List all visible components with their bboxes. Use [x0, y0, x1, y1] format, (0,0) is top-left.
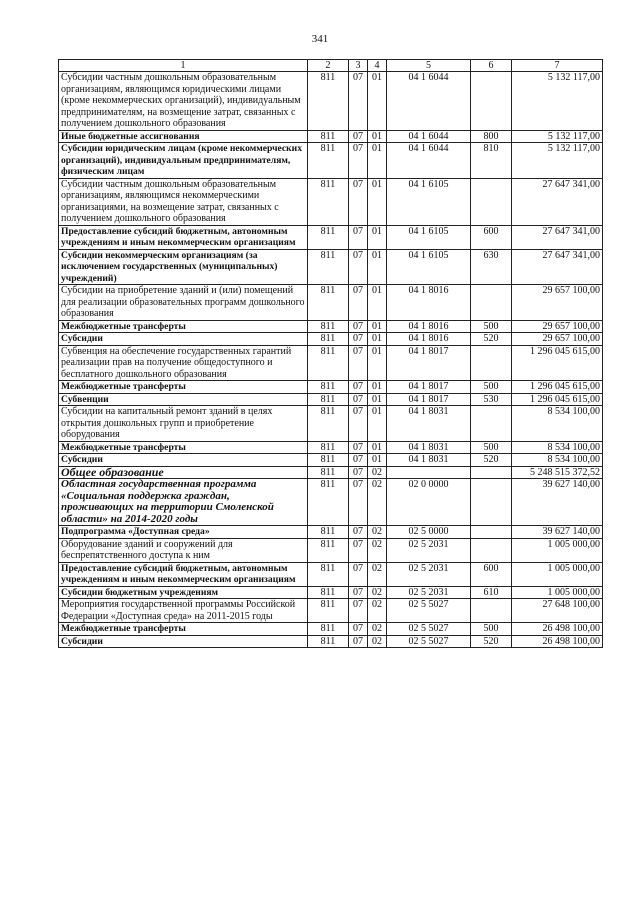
row-amount: 8 534 100,00: [512, 406, 603, 442]
row-ministry-code: 811: [308, 393, 349, 406]
row-expense-type: 600: [471, 225, 512, 249]
table-row: [59, 178, 603, 225]
header-row: [59, 60, 603, 72]
row-expense-type: 800: [471, 130, 512, 143]
row-ministry-code: 811: [308, 72, 349, 131]
table-row: [59, 635, 603, 648]
row-name: Предоставление субсидий бюджетным, автономным учреждениям и иным некоммерческим организациям: [59, 562, 308, 586]
row-section: 07: [349, 623, 368, 636]
row-expense-type: [471, 285, 512, 321]
header-col-4: 4: [368, 60, 387, 72]
page-number: 341: [311, 33, 329, 45]
row-ministry-code: 811: [308, 479, 349, 526]
row-name: Областная государственная программа «Социальная поддержка граждан, проживающих на территории Смоленской области» на 2014-2020 годы: [59, 479, 308, 526]
row-name: Субсидии частным дошкольным образовательным организациям, являющимся юридическими лицами (кроме некоммерческих организаций), индивидуальным предпринимателям, на возмещение затрат, связанных с получением дошкольного образования: [59, 72, 308, 131]
row-section: 07: [349, 393, 368, 406]
row-section: 07: [349, 526, 368, 539]
table-row: [59, 466, 603, 479]
row-target-article: 04 1 8017: [387, 381, 471, 394]
row-section: 07: [349, 143, 368, 179]
row-target-article: 02 5 2031: [387, 562, 471, 586]
row-section: 07: [349, 454, 368, 467]
row-ministry-code: 811: [308, 586, 349, 599]
row-ministry-code: 811: [308, 623, 349, 636]
row-name: Субсидии: [59, 454, 308, 467]
table-row: [59, 586, 603, 599]
row-expense-type: 530: [471, 393, 512, 406]
table-row: [59, 285, 603, 321]
row-amount: 8 534 100,00: [512, 441, 603, 454]
row-target-article: 02 0 0000: [387, 479, 471, 526]
table-row: [59, 72, 603, 131]
row-expense-type: [471, 599, 512, 623]
table-row: [59, 381, 603, 394]
row-amount: 8 534 100,00: [512, 454, 603, 467]
row-ministry-code: 811: [308, 381, 349, 394]
row-name: Субсидии бюджетным учреждениям: [59, 586, 308, 599]
row-section: 07: [349, 72, 368, 131]
row-expense-type: 600: [471, 562, 512, 586]
row-target-article: 04 1 8031: [387, 441, 471, 454]
table-row: [59, 320, 603, 333]
row-ministry-code: 811: [308, 526, 349, 539]
row-target-article: 04 1 6105: [387, 225, 471, 249]
table-row: [59, 538, 603, 562]
row-name: Общее образование: [59, 466, 308, 479]
row-expense-type: [471, 178, 512, 225]
table-row: [59, 345, 603, 381]
row-subsection: 01: [368, 285, 387, 321]
row-section: 07: [349, 466, 368, 479]
row-amount: 1 005 000,00: [512, 538, 603, 562]
table-row: [59, 249, 603, 285]
row-name: Субсидии юридическим лицам (кроме некоммерческих организаций), индивидуальным предпринимателям, физическим лицам: [59, 143, 308, 179]
row-ministry-code: 811: [308, 538, 349, 562]
row-subsection: 01: [368, 249, 387, 285]
row-target-article: 02 5 0000: [387, 526, 471, 539]
row-ministry-code: 811: [308, 130, 349, 143]
row-name: Субсидии частным дошкольным образовательным организациям, являющимся некоммерческими организациями, на возмещение затрат, связанных с получением дошкольного образования: [59, 178, 308, 225]
row-amount: 29 657 100,00: [512, 285, 603, 321]
row-ministry-code: 811: [308, 441, 349, 454]
row-name: Межбюджетные трансферты: [59, 441, 308, 454]
table-row: [59, 393, 603, 406]
row-amount: 26 498 100,00: [512, 623, 603, 636]
row-section: 07: [349, 562, 368, 586]
row-target-article: 04 1 8017: [387, 393, 471, 406]
table-row: [59, 333, 603, 346]
row-name: Межбюджетные трансферты: [59, 623, 308, 636]
row-subsection: 02: [368, 538, 387, 562]
row-amount: 27 647 341,00: [512, 178, 603, 225]
row-name: Субсидии: [59, 635, 308, 648]
header-col-5: 5: [387, 60, 471, 72]
row-subsection: 02: [368, 623, 387, 636]
row-amount: 27 648 100,00: [512, 599, 603, 623]
row-amount: 27 647 341,00: [512, 225, 603, 249]
row-expense-type: [471, 406, 512, 442]
row-section: 07: [349, 130, 368, 143]
row-ministry-code: 811: [308, 562, 349, 586]
table-row: [59, 406, 603, 442]
row-target-article: 04 1 8016: [387, 285, 471, 321]
row-name: Межбюджетные трансферты: [59, 320, 308, 333]
row-name: Субвенции: [59, 393, 308, 406]
row-name: Субсидии: [59, 333, 308, 346]
row-target-article: 04 1 6044: [387, 72, 471, 131]
row-target-article: 02 5 5027: [387, 635, 471, 648]
row-section: 07: [349, 479, 368, 526]
row-section: 07: [349, 586, 368, 599]
row-amount: 26 498 100,00: [512, 635, 603, 648]
row-ministry-code: 811: [308, 333, 349, 346]
header-col-6: 6: [471, 60, 512, 72]
row-name: Субсидии некоммерческим организациям (за исключением государственных (муниципальных) учреждений): [59, 249, 308, 285]
row-amount: 27 647 341,00: [512, 249, 603, 285]
row-amount: 5 248 515 372,52: [512, 466, 603, 479]
row-amount: 39 627 140,00: [512, 479, 603, 526]
row-subsection: 01: [368, 320, 387, 333]
row-amount: 5 132 117,00: [512, 143, 603, 179]
row-subsection: 01: [368, 72, 387, 131]
row-section: 07: [349, 538, 368, 562]
header-col-1: 1: [59, 60, 308, 72]
row-name: Субсидии на капитальный ремонт зданий в целях открытия дошкольных групп и приобретение оборудования: [59, 406, 308, 442]
row-ministry-code: 811: [308, 466, 349, 479]
row-expense-type: 520: [471, 635, 512, 648]
budget-table: [58, 59, 603, 648]
row-name: Предоставление субсидий бюджетным, автономным учреждениям и иным некоммерческим организациям: [59, 225, 308, 249]
row-ministry-code: 811: [308, 635, 349, 648]
header-col-7: 7: [512, 60, 603, 72]
row-subsection: 01: [368, 393, 387, 406]
row-subsection: 01: [368, 143, 387, 179]
table-row: [59, 130, 603, 143]
row-target-article: 04 1 8031: [387, 454, 471, 467]
row-target-article: 04 1 6044: [387, 143, 471, 179]
row-subsection: 02: [368, 466, 387, 479]
table-row: [59, 225, 603, 249]
row-subsection: 02: [368, 586, 387, 599]
row-target-article: 04 1 8017: [387, 345, 471, 381]
row-target-article: 04 1 6044: [387, 130, 471, 143]
row-amount: 29 657 100,00: [512, 320, 603, 333]
row-expense-type: 500: [471, 441, 512, 454]
row-expense-type: [471, 345, 512, 381]
row-expense-type: 520: [471, 454, 512, 467]
table-row: [59, 441, 603, 454]
row-expense-type: 500: [471, 320, 512, 333]
row-section: 07: [349, 225, 368, 249]
row-section: 07: [349, 320, 368, 333]
row-expense-type: 500: [471, 381, 512, 394]
row-ministry-code: 811: [308, 599, 349, 623]
row-amount: 5 132 117,00: [512, 72, 603, 131]
row-expense-type: 630: [471, 249, 512, 285]
row-expense-type: [471, 72, 512, 131]
row-expense-type: [471, 538, 512, 562]
row-section: 07: [349, 178, 368, 225]
table-row: [59, 562, 603, 586]
row-ministry-code: 811: [308, 178, 349, 225]
row-ministry-code: 811: [308, 406, 349, 442]
row-section: 07: [349, 381, 368, 394]
row-target-article: 02 5 5027: [387, 599, 471, 623]
header-col-3: 3: [349, 60, 368, 72]
row-amount: 1 005 000,00: [512, 562, 603, 586]
row-section: 07: [349, 599, 368, 623]
table-body: [59, 72, 603, 648]
row-target-article: 04 1 8016: [387, 333, 471, 346]
row-subsection: 01: [368, 130, 387, 143]
row-expense-type: [471, 526, 512, 539]
row-amount: 1 296 045 615,00: [512, 345, 603, 381]
row-section: 07: [349, 285, 368, 321]
row-subsection: 01: [368, 178, 387, 225]
row-expense-type: 810: [471, 143, 512, 179]
row-section: 07: [349, 406, 368, 442]
table-row: [59, 143, 603, 179]
table-row: [59, 623, 603, 636]
row-subsection: 01: [368, 441, 387, 454]
row-section: 07: [349, 635, 368, 648]
row-amount: 5 132 117,00: [512, 130, 603, 143]
row-target-article: 04 1 6105: [387, 178, 471, 225]
row-expense-type: [471, 479, 512, 526]
row-amount: 1 296 045 615,00: [512, 393, 603, 406]
row-section: 07: [349, 333, 368, 346]
row-ministry-code: 811: [308, 143, 349, 179]
row-section: 07: [349, 345, 368, 381]
row-target-article: 04 1 6105: [387, 249, 471, 285]
row-expense-type: 520: [471, 333, 512, 346]
row-amount: 29 657 100,00: [512, 333, 603, 346]
row-subsection: 01: [368, 333, 387, 346]
row-subsection: 01: [368, 345, 387, 381]
row-name: Оборудование зданий и сооружений для беспрепятственного доступа к ним: [59, 538, 308, 562]
row-target-article: 02 5 2031: [387, 586, 471, 599]
row-ministry-code: 811: [308, 225, 349, 249]
row-subsection: 02: [368, 526, 387, 539]
row-amount: 1 005 000,00: [512, 586, 603, 599]
row-name: Субсидии на приобретение зданий и (или) помещений для реализации образовательных программ дошкольного образования: [59, 285, 308, 321]
row-target-article: 04 1 8016: [387, 320, 471, 333]
row-ministry-code: 811: [308, 345, 349, 381]
row-expense-type: 500: [471, 623, 512, 636]
row-name: Субвенция на обеспечение государственных гарантий реализации прав на получение общедоступного и бесплатного дошкольного образования: [59, 345, 308, 381]
row-ministry-code: 811: [308, 454, 349, 467]
row-subsection: 02: [368, 599, 387, 623]
row-expense-type: 610: [471, 586, 512, 599]
row-ministry-code: 811: [308, 320, 349, 333]
row-subsection: 01: [368, 454, 387, 467]
table-row: [59, 599, 603, 623]
row-subsection: 01: [368, 406, 387, 442]
row-subsection: 01: [368, 225, 387, 249]
row-target-article: 02 5 2031: [387, 538, 471, 562]
header-col-2: 2: [308, 60, 349, 72]
row-section: 07: [349, 249, 368, 285]
row-section: 07: [349, 441, 368, 454]
row-target-article: 02 5 5027: [387, 623, 471, 636]
row-target-article: 04 1 8031: [387, 406, 471, 442]
row-name: Межбюджетные трансферты: [59, 381, 308, 394]
table-row: [59, 479, 603, 526]
row-ministry-code: 811: [308, 249, 349, 285]
row-target-article: [387, 466, 471, 479]
row-name: Мероприятия государственной программы Российской Федерации «Доступная среда» на 2011-2015 годы: [59, 599, 308, 623]
row-amount: 1 296 045 615,00: [512, 381, 603, 394]
table-row: [59, 526, 603, 539]
row-subsection: 02: [368, 479, 387, 526]
row-name: Подпрограмма «Доступная среда»: [59, 526, 308, 539]
row-subsection: 01: [368, 381, 387, 394]
row-subsection: 02: [368, 562, 387, 586]
row-ministry-code: 811: [308, 285, 349, 321]
row-amount: 39 627 140,00: [512, 526, 603, 539]
row-subsection: 02: [368, 635, 387, 648]
row-name: Иные бюджетные ассигнования: [59, 130, 308, 143]
row-expense-type: [471, 466, 512, 479]
